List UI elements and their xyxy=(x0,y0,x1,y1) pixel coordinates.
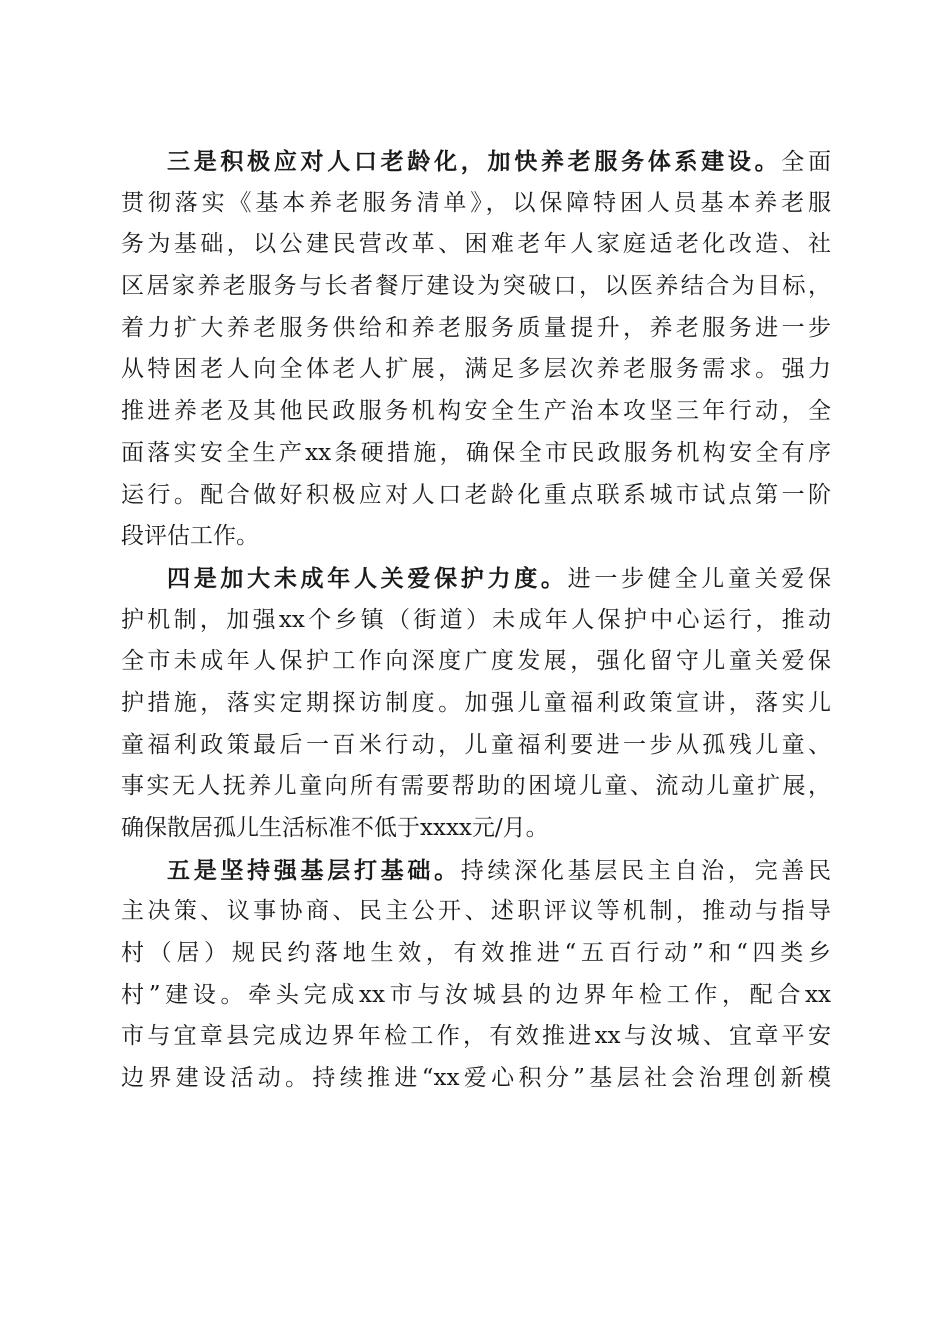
paragraph-heading: 五是坚持强基层打基础。 xyxy=(167,856,461,884)
paragraph-line xyxy=(121,558,831,600)
paragraph-heading: 三是积极应对人口老龄化，加快养老服务体系建设。 xyxy=(167,148,782,175)
paragraph-line: 面落实安全生产xx条硬措施，确保全市民政服务机构安全有序 xyxy=(121,439,831,466)
document-body xyxy=(121,141,831,1100)
paragraph-line xyxy=(121,850,831,892)
paragraph-text: 持续深化基层民主自治，完善民 xyxy=(460,857,832,884)
paragraph-line: 段评估工作。 xyxy=(121,523,259,550)
paragraph-text: 全面 xyxy=(781,149,832,175)
paragraph-line xyxy=(121,141,831,183)
paragraph-line: 护措施，落实定期探访制度。加强儿童福利政策宣讲，落实儿 xyxy=(121,689,831,716)
paragraph-line: 务为基础，以公建民营改革、困难老年人家庭适老化改造、社 xyxy=(121,231,831,258)
paragraph-line: 从特困老人向全体老人扩展，满足多层次养老服务需求。强力 xyxy=(121,356,831,383)
paragraph-text: 进一步健全儿童关爱保 xyxy=(567,565,832,592)
paragraph-line: 全市未成年人保护工作向深度广度发展，强化留守儿童关爱保 xyxy=(121,648,831,675)
paragraph-minor-protection xyxy=(121,558,831,850)
paragraph-line: 主决策、议事协商、民主公开、述职评议等机制，推动与指导 xyxy=(121,898,831,925)
paragraph-line: 推进养老及其他民政服务机构安全生产治本攻坚三年行动，全 xyxy=(121,398,831,425)
paragraph-grassroots xyxy=(121,850,831,1100)
paragraph-line: 运行。配合做好积极应对人口老龄化重点联系城市试点第一阶 xyxy=(121,481,831,508)
paragraph-line: 事实无人抚养儿童向所有需要帮助的困境儿童、流动儿童扩展， xyxy=(121,773,831,800)
paragraph-line: 确保散居孤儿生活标准不低于xxxx元/月。 xyxy=(121,815,549,841)
paragraph-line: 村”建设。牵头完成xx市与汝城县的边界年检工作，配合xx xyxy=(121,981,831,1008)
paragraph-line: 童福利政策最后一百米行动，儿童福利要进一步从孤残儿童、 xyxy=(121,731,831,758)
paragraph-line: 区居家养老服务与长者餐厅建设为突破口，以医养结合为目标， xyxy=(121,273,831,300)
paragraph-elderly-care xyxy=(121,141,831,558)
paragraph-line: 边界建设活动。持续推进“xx爱心积分”基层社会治理创新模 xyxy=(121,1065,831,1092)
paragraph-line: 贯彻落实《基本养老服务清单》，以保障特困人员基本养老服 xyxy=(121,189,831,216)
paragraph-line: 护机制，加强xx个乡镇（街道）未成年人保护中心运行，推动 xyxy=(121,606,831,633)
paragraph-line: 着力扩大养老服务供给和养老服务质量提升，养老服务进一步 xyxy=(121,314,831,341)
paragraph-heading: 四是加大未成年人关爱保护力度。 xyxy=(167,564,568,592)
paragraph-line: 村（居）规民约落地生效，有效推进“五百行动”和“四类乡 xyxy=(121,940,831,967)
paragraph-line: 市与宜章县完成边界年检工作，有效推进xx与汝城、宜章平安 xyxy=(121,1023,831,1050)
